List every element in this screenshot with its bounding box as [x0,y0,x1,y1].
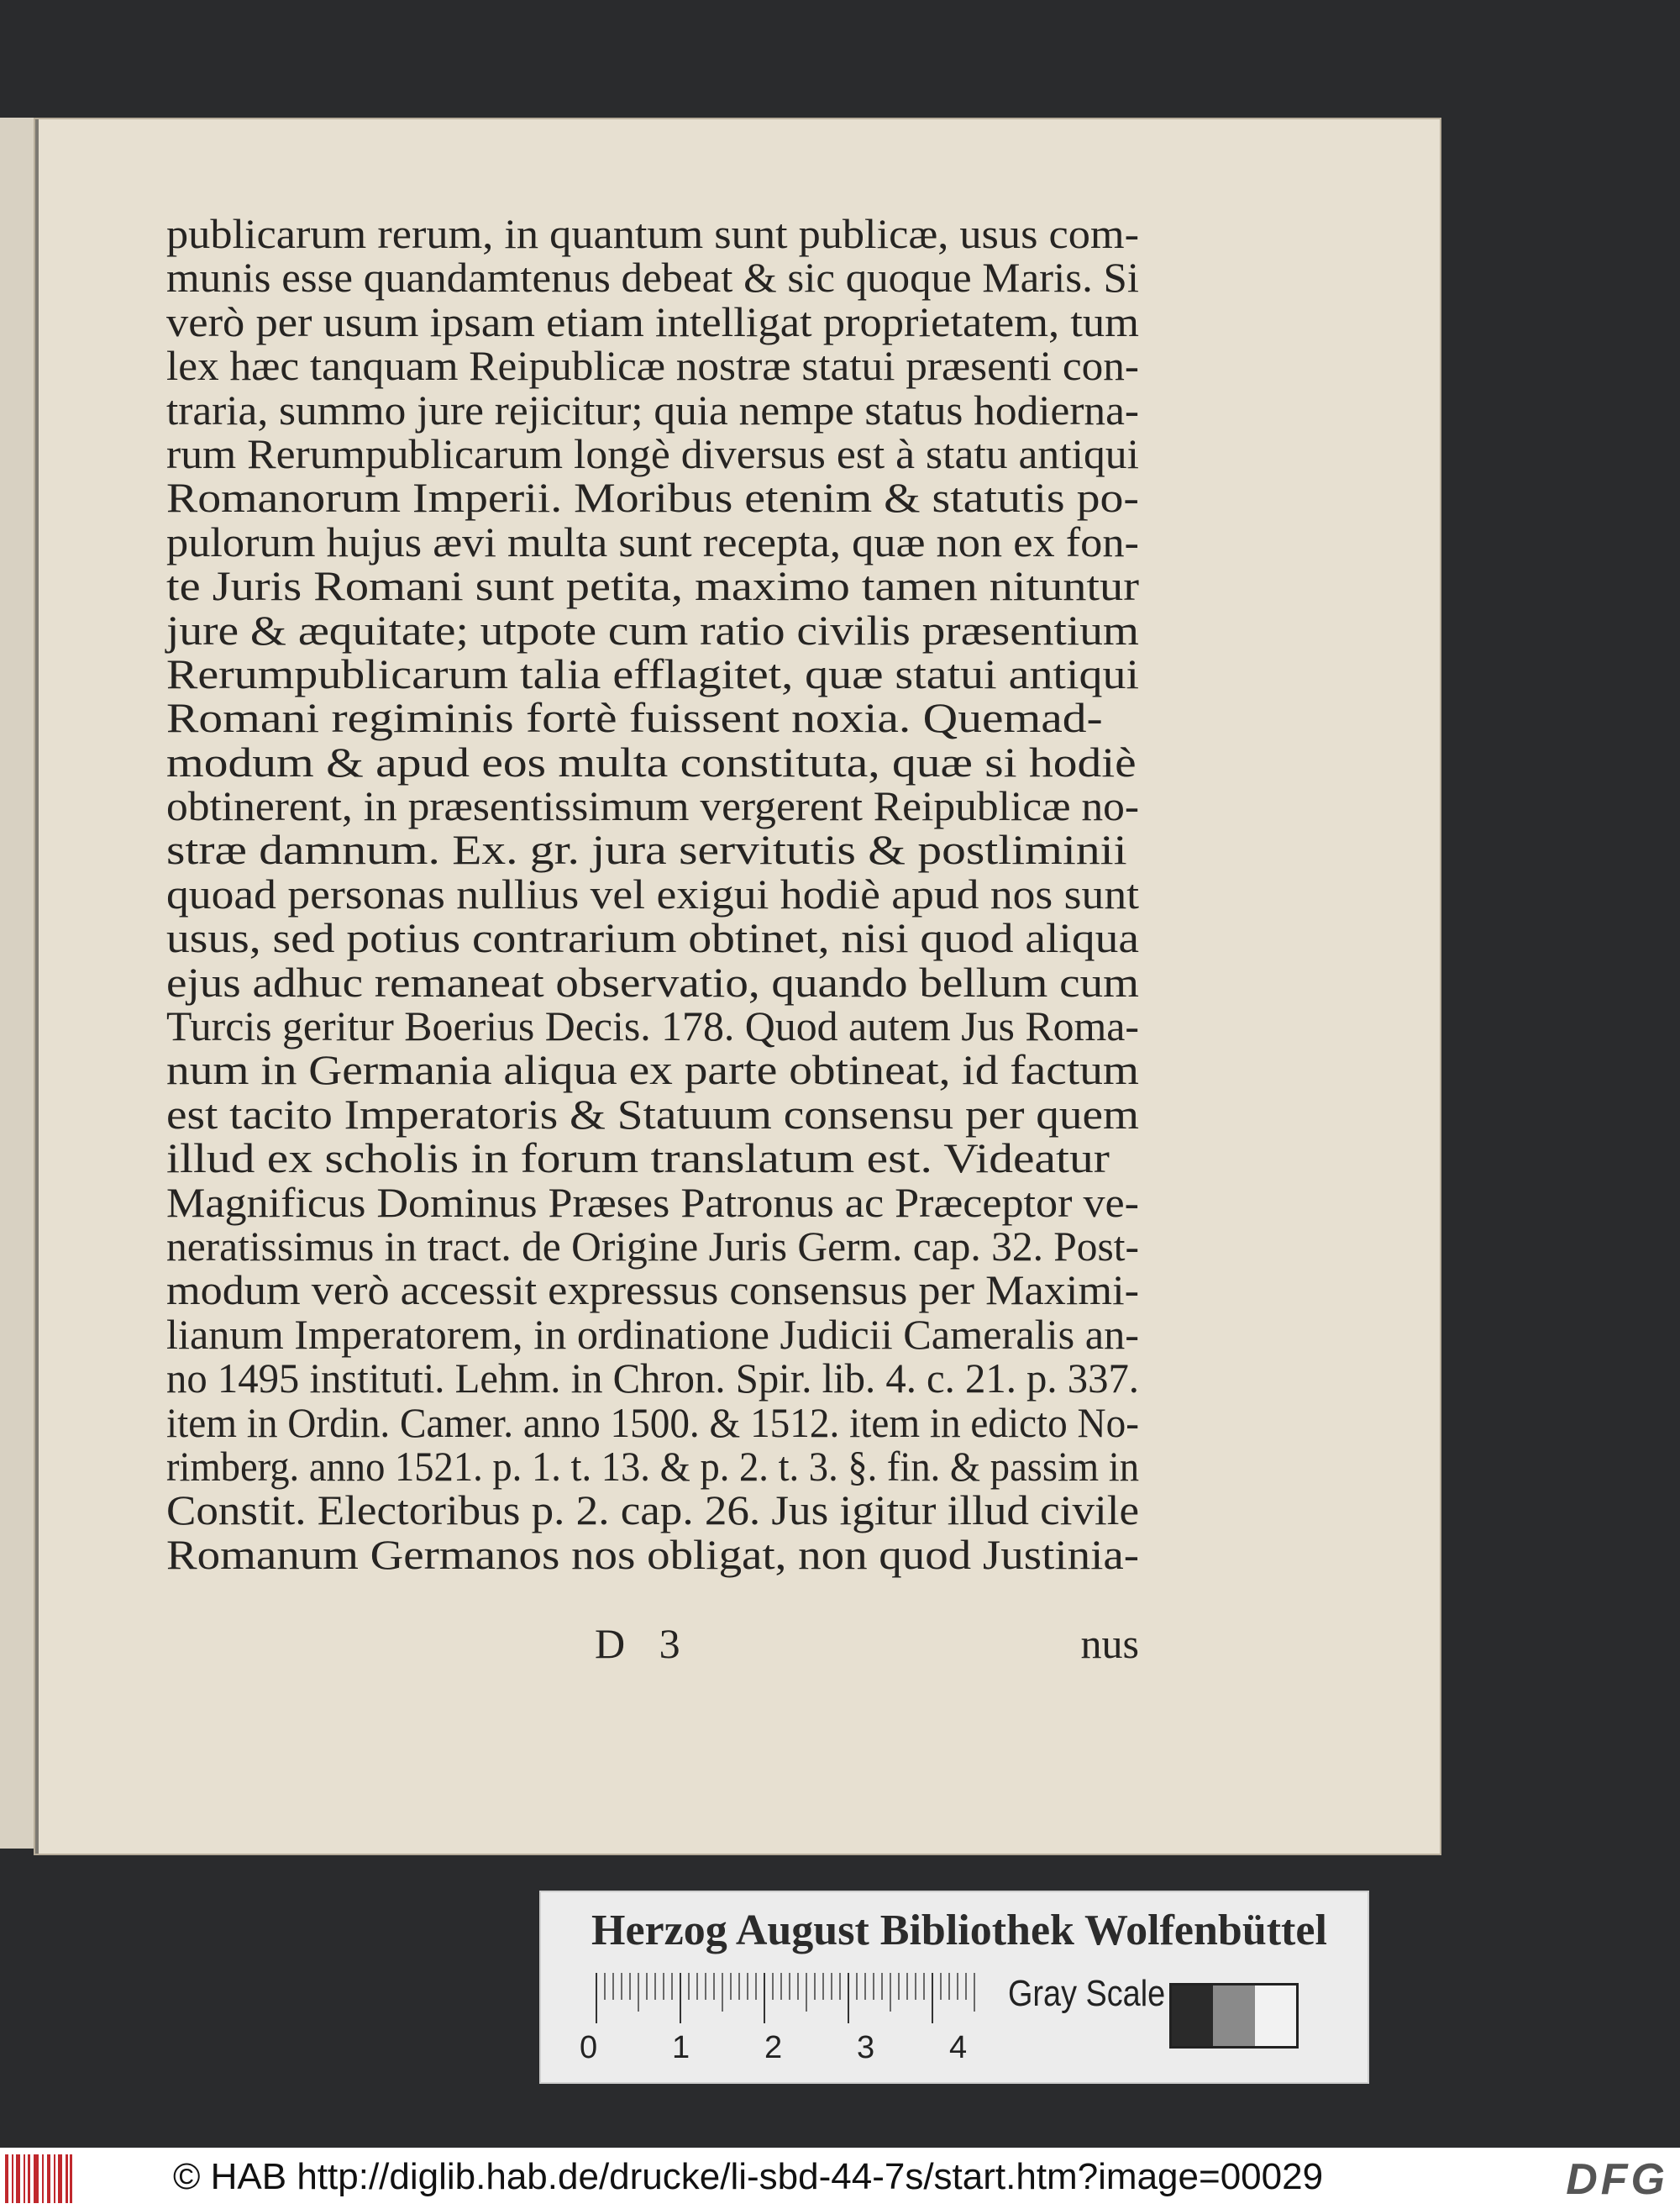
text-line [166,474,1139,522]
gray-swatch [1213,1985,1254,2046]
copyright-link[interactable]: © HAB http://diglib.hab.de/drucke/li-sbd-44-7s/start.htm?image=00029 [173,2156,1324,2197]
text-line [166,562,1139,610]
library-name: Herzog August Bibliothek Wolfenbüttel [591,1907,1327,1954]
text-line [166,1530,1139,1578]
text-line [166,212,1139,255]
text-line [166,1312,1139,1356]
text-line-content: num in Germania aliqua ex parte obtineat, id factum [166,1046,1139,1094]
ruler-number: 3 [857,2030,875,2065]
text-line [166,694,1139,742]
text-line [166,740,1139,784]
text-line-content: Romanum Germanos nos obligat, non quod Justinia- [166,1530,1139,1578]
signature-mark: D 3 [595,1620,692,1667]
text-line-content: stræ damnum. Ex. gr. jura servitutis & postliminii [166,826,1127,874]
text-line-content: publicarum rerum, in quantum sunt publicæ, usus com- [166,210,1139,257]
text-line [166,826,1139,874]
text-line [166,652,1139,696]
text-line [166,916,1139,960]
text-line [166,1046,1139,1094]
page-text [166,212,1139,1576]
text-line-content: Romanorum Imperii. Moribus etenim & statutis po- [166,474,1139,522]
ruler-scale [593,1973,988,2023]
ruler-number: 1 [672,2030,690,2065]
footer-bar [0,2148,1680,2209]
text-line-content: obtinerent, in præsentissimum vergerent Reipublicæ no- [166,782,1139,830]
text-line-content: Magnificus Dominus Præses Patronus ac Præceptor ve- [166,1178,1139,1226]
text-line [166,342,1139,390]
barcode-icon [5,2154,72,2203]
text-line-content: illud ex scholis in forum translatum est. Videatur [166,1134,1110,1182]
text-line-content: rum Rerumpublicarum longè diversus est à statu antiqui [166,429,1139,477]
text-line [166,1224,1139,1268]
text-line [166,520,1139,564]
gray-scale-label: Gray Scale [1008,1973,1166,2014]
text-line-content: verò per usum ipsam etiam intelligat proprietatem, tum [166,297,1139,345]
text-line-content: lianum Imperatorem, in ordinatione Judicii Cameralis an- [166,1310,1139,1358]
text-line [166,1004,1139,1048]
text-line [166,1444,1139,1488]
text-line [166,784,1139,828]
text-line [166,1398,1139,1446]
text-line [166,388,1139,432]
gray-scale-swatch [1169,1983,1299,2049]
text-line-content: Rerumpublicarum talia efflagitet, quæ statui antiqui [166,650,1139,697]
text-line [166,1136,1139,1180]
text-line-content: munis esse quandamtenus debeat & sic quoque Maris. Si [166,254,1139,302]
text-line [166,1092,1139,1136]
text-line-content: modum & apud eos multa constituta, quæ si hodiè [166,738,1137,786]
previous-page-edge [0,118,35,1849]
dfg-logo: DFG [1566,2155,1668,2204]
text-line-content: modum verò accessit expressus consensus per Maximi- [166,1266,1139,1314]
gray-swatch [1172,1985,1213,2046]
text-line-content: neratissimus in tract. de Origine Juris Germ. cap. 32. Post- [166,1222,1139,1270]
ruler-number: 4 [949,2030,968,2065]
text-line-content: Romani regiminis fortè fuissent noxia. Quemad- [166,694,1103,742]
ruler-number: 2 [764,2030,783,2065]
text-line-content: lex hæc tanquam Reipublicæ nostræ statui præsenti con- [166,342,1139,390]
text-line-content: rimberg. anno 1521. p. 1. t. 13. & p. 2. t. 3. §. fin. & passim in [166,1442,1139,1490]
gray-swatch [1255,1985,1296,2046]
text-line [166,960,1139,1004]
text-line-content: Constit. Electoribus p. 2. cap. 26. Jus igitur illud civile [166,1486,1139,1534]
text-line-content: est tacito Imperatoris & Statuum consensu per quem [166,1090,1139,1138]
text-line [166,872,1139,916]
text-line-content: te Juris Romani sunt petita, maximo tamen nituntur [166,562,1139,610]
page-footer [166,1619,1139,1666]
text-line [166,608,1139,652]
text-line [166,254,1139,302]
text-line-content: item in Ordin. Camer. anno 1500. & 1512. item in edicto No- [166,1398,1139,1446]
text-line [166,1356,1139,1400]
text-line-content: ejus adhuc remaneat observatio, quando bellum cum [166,958,1139,1006]
text-line-content: no 1495 instituti. Lehm. in Chron. Spir. lib. 4. c. 21. p. 337. [166,1354,1139,1402]
text-line [166,429,1139,477]
book-page [34,118,1441,1855]
text-line [166,1178,1139,1226]
text-line [166,297,1139,345]
text-line-content: quoad personas nullius vel exigui hodiè apud nos sunt [166,870,1139,918]
ruler-number: 0 [580,2030,598,2065]
text-line-content: pulorum hujus ævi multa sunt recepta, quæ non ex fon- [166,518,1139,565]
text-line-content: Turcis geritur Boerius Decis. 178. Quod autem Jus Roma- [166,1002,1139,1050]
text-line [166,1488,1139,1532]
ruler-numbers [580,2030,1000,2069]
catchword: nus [1080,1620,1139,1667]
text-line [166,1268,1139,1312]
text-line-content: jure & æquitate; utpote cum ratio civilis præsentium [166,606,1139,654]
text-line-content: traria, summo jure rejicitur; quia nempe status hodierna- [166,386,1139,434]
text-line-content: usus, sed potius contrarium obtinet, nisi quod aliqua [166,914,1139,962]
library-label-card [539,1891,1369,2084]
